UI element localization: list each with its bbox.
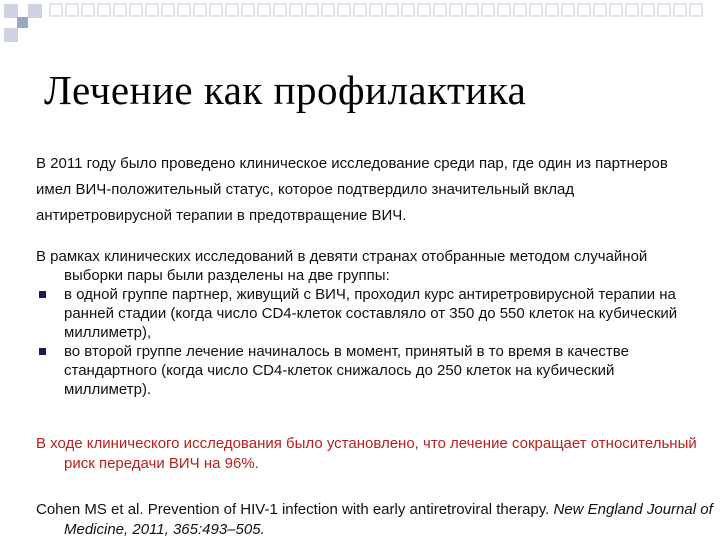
corner-squares-decoration — [0, 0, 720, 50]
list-item — [36, 342, 696, 399]
study-intro-paragraph: В рамках клинических исследований в девяти странах отобранные методом случайной выборки пары были разделены на две группы: — [36, 248, 648, 284]
slide-title: Лечение как профилактика — [44, 67, 527, 113]
bullet-text-standard-therapy: во второй группе лечение начиналось в момент, принятый в то время в качестве стандартного (когда число CD4-клеток снижалось до 250 клеток на кубический миллиметр). — [64, 343, 629, 398]
intro-paragraph: В 2011 году было проведено клиническое исследование среди пар, где один из партнеров имел ВИЧ-положительный статус, которое подтвердило значительный вклад антиретровирусной терапии в предотвращение ВИЧ. — [36, 155, 668, 224]
square-bullet-icon — [39, 348, 46, 355]
citation-text: Cohen MS et al. Prevention of HIV-1 infection with early antiretroviral therapy. — [36, 501, 554, 518]
finding-paragraph: В ходе клинического исследования было установлено, что лечение сокращает относительный риск передачи ВИЧ на 96%. — [36, 435, 697, 472]
study-section — [36, 247, 696, 399]
citation-journal: New England Journal of Medicine, 2011, 365:493–505. — [64, 501, 713, 538]
square-bullet-icon — [39, 291, 46, 298]
bullet-text-early-therapy: в одной группе партнер, живущий с ВИЧ, проходил курс антиретровирусной терапии на ранней стадии (когда число CD4-клеток составляло от 350 до 550 клеток на кубический миллиметр), — [64, 286, 678, 341]
list-item — [36, 285, 696, 342]
citation — [36, 500, 720, 540]
